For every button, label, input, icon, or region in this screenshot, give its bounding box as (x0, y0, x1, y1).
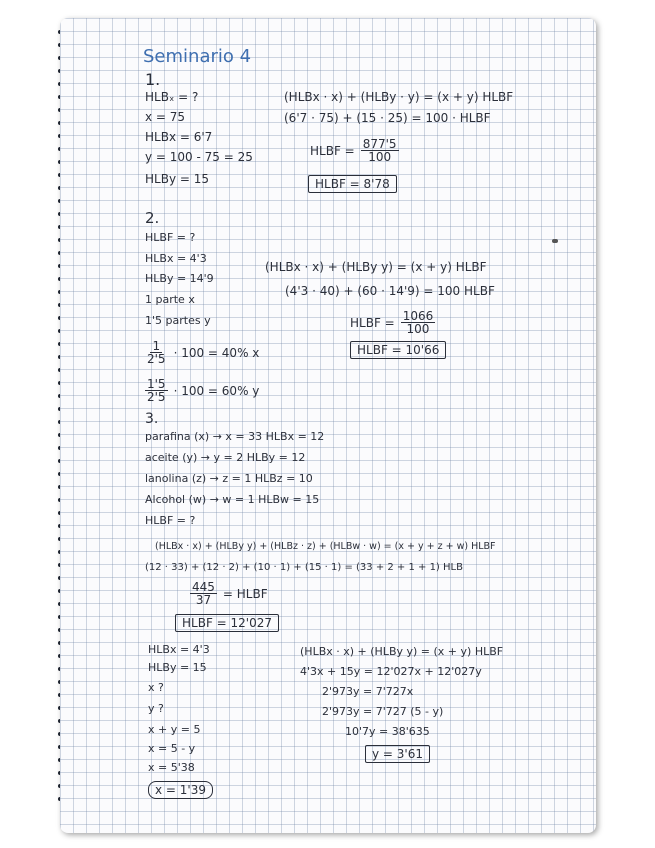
p4-right-line-5: 10'7y = 38'635 (345, 725, 430, 738)
page-title: Seminario 4 (143, 46, 252, 67)
problem-3-number: 3. (145, 411, 159, 427)
p1-line-3: HLBx = 6'7 (145, 130, 213, 144)
p1-fraction (310, 138, 399, 163)
p3-fraction-rhs: = HLBF (222, 586, 268, 601)
p1-fraction-lhs: HLBF = (310, 143, 355, 158)
p2-pct1-numerator: 1 (152, 339, 161, 353)
p2-line-3: HLBy = 14'9 (145, 272, 214, 285)
problem-2-number: 2. (145, 209, 160, 227)
p1-line-5: HLBy = 15 (145, 172, 209, 186)
p2-pct1-denominator: 2'5 (147, 352, 166, 366)
p2-line-1: HLBF = ? (145, 231, 196, 244)
p3-line-1: parafina (x) → x = 33 HLBx = 12 (145, 430, 325, 443)
p4-left-line-3: x ? (148, 681, 164, 694)
p2-fraction-numerator: 1066 (402, 309, 434, 323)
p4-left-line-2: HLBy = 15 (148, 661, 207, 674)
p2-equation-1: (HLBx · x) + (HLBy y) = (x + y) HLBF (265, 260, 487, 274)
p3-fraction-denominator: 37 (195, 593, 212, 607)
p3-line-3: lanolina (z) → z = 1 HLBz = 10 (145, 472, 313, 485)
p1-equation-1: (HLBx · x) + (HLBy · y) = (x + y) HLBF (284, 90, 514, 104)
p4-left-line-5: x + y = 5 (148, 723, 201, 736)
p4-left-line-4: y ? (148, 702, 164, 715)
p4-right-line-3: 2'973y = 7'727x (322, 685, 414, 698)
p2-fraction-lhs: HLBF = (350, 315, 395, 330)
ink-smudge (552, 239, 558, 243)
p4-right-line-1: (HLBx · x) + (HLBy y) = (x + y) HLBF (300, 645, 504, 658)
p3-equation-1: (HLBx · x) + (HLBy y) + (HLBz · z) + (HLBw · w) = (x + y + z + w) HLBF (155, 541, 496, 552)
p2-fraction (350, 310, 435, 335)
p1-equation-2: (6'7 · 75) + (15 · 25) = 100 · HLBF (284, 111, 491, 125)
p4-right-line-2: 4'3x + 15y = 12'027x + 12'027y (300, 665, 482, 678)
p1-fraction-numerator: 877'5 (362, 137, 397, 151)
problem-1-number: 1. (145, 70, 161, 89)
p3-line-2: aceite (y) → y = 2 HLBy = 12 (145, 451, 306, 464)
p2-pct1-rest: · 100 = 40% x (173, 345, 260, 360)
p1-line-4: y = 100 - 75 = 25 (145, 150, 253, 164)
p2-pct2-rest: · 100 = 60% y (173, 383, 260, 398)
p2-equation-2: (4'3 · 40) + (60 · 14'9) = 100 HLBF (285, 284, 495, 298)
p4-right-line-4: 2'973y = 7'727 (5 - y) (322, 705, 444, 718)
p3-fraction-numerator: 445 (192, 580, 215, 594)
notebook-page (60, 18, 596, 833)
p2-pct2-numerator: 1'5 (147, 377, 166, 391)
p4-left-line-6: x = 5 - y (148, 742, 196, 755)
p2-percent-y (145, 378, 259, 403)
p2-result-box: HLBF = 10'66 (350, 341, 446, 359)
p3-fraction (190, 581, 268, 606)
p4-left-result-box: x = 1'39 (148, 781, 213, 799)
p3-line-4: Alcohol (w) → w = 1 HLBw = 15 (145, 493, 320, 506)
p2-fraction-denominator: 100 (406, 322, 430, 336)
p2-percent-x (145, 340, 259, 365)
p3-line-5: HLBF = ? (145, 514, 196, 527)
p2-line-5: 1'5 partes y (145, 314, 211, 327)
p4-left-line-1: HLBx = 4'3 (148, 643, 210, 656)
p1-fraction-denominator: 100 (368, 150, 392, 164)
p1-line-1: HLBₓ = ? (145, 90, 199, 104)
p1-result-box: HLBF = 8'78 (308, 175, 397, 193)
p3-result-box: HLBF = 12'027 (175, 614, 279, 632)
p2-pct2-denominator: 2'5 (147, 390, 166, 404)
p2-line-2: HLBx = 4'3 (145, 252, 207, 265)
p3-equation-2: (12 · 33) + (12 · 2) + (10 · 1) + (15 · 1) = (33 + 2 + 1 + 1) HLB (145, 562, 463, 573)
p2-line-4: 1 parte x (145, 293, 195, 306)
p1-line-2: x = 75 (145, 110, 186, 124)
p4-left-line-7: x = 5'38 (148, 761, 195, 774)
p4-right-result-box: y = 3'61 (365, 745, 430, 763)
